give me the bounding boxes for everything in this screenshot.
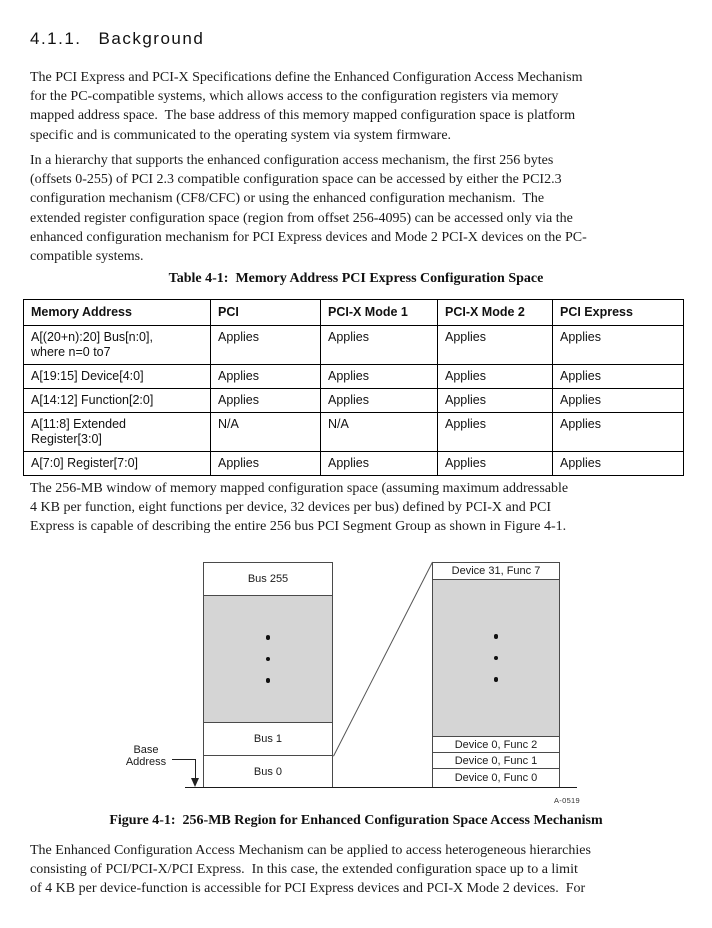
text-line: where n=0 to7 (31, 345, 111, 359)
bus-memory-stack (203, 562, 333, 788)
col-header-pci: PCI (211, 300, 321, 326)
base-address-connector-horizontal (172, 759, 195, 760)
row-label (24, 389, 211, 413)
cell-value: Applies (438, 413, 553, 452)
col-header-pci-express: PCI Express (553, 300, 684, 326)
cell-value: Applies (211, 326, 321, 365)
device-0-func-0-cell: Device 0, Func 0 (433, 769, 559, 787)
cell-value: Applies (438, 389, 553, 413)
paragraph-4 (30, 841, 700, 899)
ellipsis-dot (266, 657, 271, 662)
text-line: (offsets 0-255) of PCI 2.3 compatible configuration space can be accessed by either the PCI2.3 (30, 172, 562, 188)
figure-baseline (185, 787, 577, 788)
cell-value: N/A (321, 413, 438, 452)
table-row (24, 326, 684, 365)
text-line: compatible systems. (30, 249, 144, 265)
cell-value: Applies (553, 365, 684, 389)
base-address-label (118, 745, 174, 768)
table-row (24, 413, 684, 452)
text-line: A[19:15] Device[4:0] (31, 369, 144, 383)
row-label (24, 413, 211, 452)
text-line: Express is capable of describing the entire 256 bus PCI Segment Group as shown in Figure 4-1. (30, 519, 567, 535)
table-caption: Table 4-1: Memory Address PCI Express Configuration Space (168, 271, 544, 286)
device-function-stack (432, 562, 560, 788)
ellipsis-dot (494, 634, 499, 639)
text-line: Address (125, 755, 167, 768)
cell-value: Applies (438, 365, 553, 389)
cell-value: Applies (438, 452, 553, 476)
ellipsis-dot (494, 656, 499, 661)
table-row (24, 365, 684, 389)
text-line: Register[3:0] (31, 432, 102, 446)
ellipsis-dot (494, 677, 499, 682)
text-line: 4 KB per function, eight functions per device, 32 devices per bus) defined by PCI-X and PCI (30, 500, 551, 516)
ellipsis-dot (266, 635, 271, 640)
figure-4-1-diagram (0, 555, 712, 813)
text-line: enhanced configuration mechanism for PCI Express devices and Mode 2 PCI-X devices on the PC- (30, 229, 587, 245)
bus-0-cell: Bus 0 (204, 756, 332, 787)
text-line: The Enhanced Configuration Access Mechanism can be applied to access heterogeneous hierarchies (30, 843, 591, 858)
row-label (24, 326, 211, 365)
text-line: A[7:0] Register[7:0] (31, 456, 139, 470)
text-line: The 256-MB window of memory mapped configuration space (assuming maximum addressable (30, 481, 569, 496)
paragraph-1 (30, 68, 700, 145)
cell-value: Applies (321, 365, 438, 389)
text-line: A[(20+n):20] Bus[n:0], (31, 330, 153, 344)
paragraph-2 (30, 151, 700, 266)
bus-gray-region (204, 596, 332, 723)
section-number: 4.1.1. (30, 29, 82, 48)
figure-caption: Figure 4-1: 256-MB Region for Enhanced Configuration Space Access Mechanism (109, 813, 603, 828)
cell-value: Applies (438, 326, 553, 365)
col-header-pcix-mode1: PCI-X Mode 1 (321, 300, 438, 326)
cell-value: Applies (211, 452, 321, 476)
config-space-table (23, 299, 684, 476)
cell-value: Applies (553, 413, 684, 452)
table-row (24, 389, 684, 413)
text-line: consisting of PCI/PCI-X/PCI Express. In this case, the extended configuration space up to a limit (30, 862, 578, 878)
device-31-func-7-cell: Device 31, Func 7 (433, 563, 559, 580)
cell-value: Applies (321, 389, 438, 413)
text-line: for the PC-compatible systems, which allows access to the configuration registers via memory (30, 89, 559, 105)
section-title: Background (98, 29, 205, 48)
base-address-connector-vertical (195, 759, 196, 779)
figure-artifact-id: A-0519 (554, 796, 580, 805)
bus-255-cell: Bus 255 (204, 563, 332, 596)
section-heading (30, 29, 204, 49)
col-header-memory-address: Memory Address (24, 300, 211, 326)
text-line: In a hierarchy that supports the enhanced configuration access mechanism, the first 256 bytes (30, 153, 554, 168)
paragraph-3 (30, 479, 700, 537)
text-line: The PCI Express and PCI-X Specifications define the Enhanced Configuration Access Mechanism (30, 70, 583, 85)
cell-value: Applies (321, 452, 438, 476)
device-0-func-2-cell: Device 0, Func 2 (433, 737, 559, 753)
cell-value: Applies (211, 389, 321, 413)
col-header-pcix-mode2: PCI-X Mode 2 (438, 300, 553, 326)
cell-value: Applies (553, 389, 684, 413)
text-line: A[14:12] Function[2:0] (31, 393, 154, 407)
text-line: Base (133, 744, 159, 756)
table-header-row (24, 300, 684, 326)
cell-value: Applies (321, 326, 438, 365)
ellipsis-dot (266, 678, 271, 683)
expansion-connector-line (333, 562, 433, 757)
bus-1-cell: Bus 1 (204, 723, 332, 756)
row-label (24, 365, 211, 389)
text-line: extended register configuration space (region from offset 256-4095) can be accessed only via the (30, 210, 573, 226)
cell-value: Applies (211, 365, 321, 389)
text-line: configuration mechanism (CF8/CFC) or using the enhanced configuration mechanism. The (30, 191, 545, 207)
table-row (24, 452, 684, 476)
cell-value: Applies (553, 452, 684, 476)
down-arrow-icon (191, 778, 199, 787)
text-line: specific and is communicated to the operating system via system firmware. (30, 127, 452, 143)
row-label (24, 452, 211, 476)
device-0-func-1-cell: Device 0, Func 1 (433, 753, 559, 769)
text-line: mapped address space. The base address of this memory mapped configuration space is platform (30, 108, 576, 124)
cell-value: N/A (211, 413, 321, 452)
text-line: A[11:8] Extended (31, 417, 126, 431)
device-gray-region (433, 580, 559, 737)
text-line: of 4 KB per device-function is accessible for PCI Express devices and PCI-X Mode 2 devices. For (30, 881, 586, 897)
cell-value: Applies (553, 326, 684, 365)
